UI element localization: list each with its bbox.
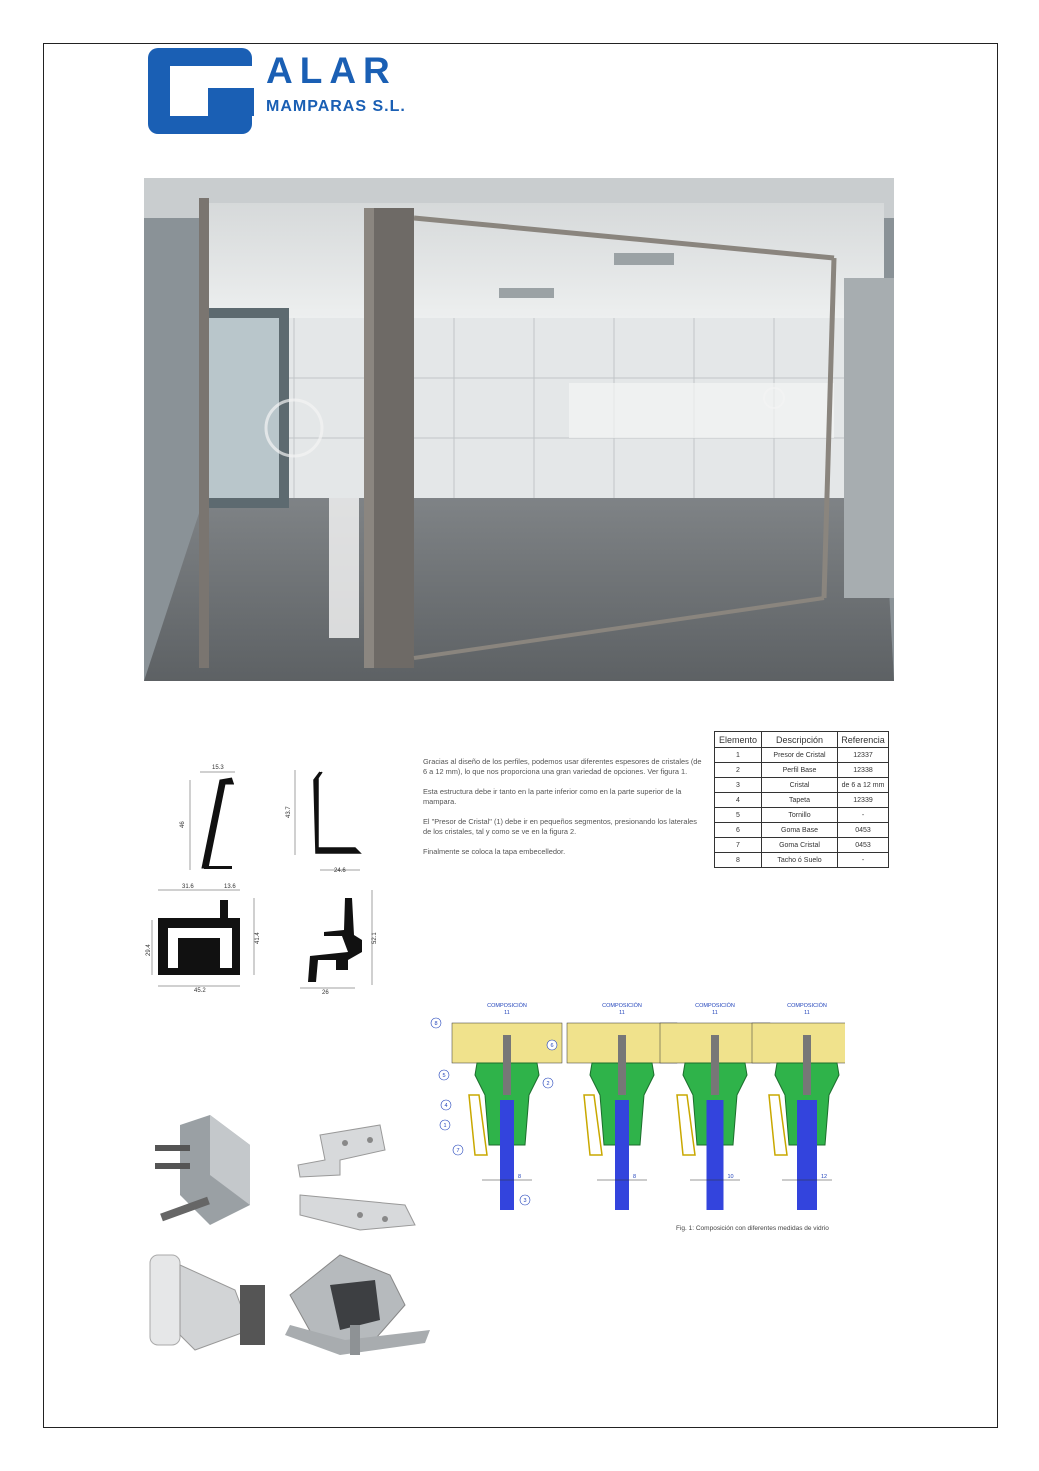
logo-g-mark <box>148 48 252 134</box>
cell-descripcion: Perfil Base <box>762 763 838 778</box>
pivot-plates-render <box>298 1125 415 1230</box>
cell-elemento: 3 <box>715 778 762 793</box>
screw <box>803 1035 811 1095</box>
dim-52-1: 52.1 <box>372 932 378 944</box>
ceiling-block <box>752 1023 845 1063</box>
cell-elemento: 8 <box>715 853 762 868</box>
cell-descripcion: Presor de Cristal <box>762 748 838 763</box>
cover-tapeta <box>469 1095 487 1155</box>
profile-tapeta <box>300 890 378 995</box>
cell-descripcion: Cristal <box>762 778 838 793</box>
figure-caption: Fig. 1: Composición con diferentes medidas de vidrio <box>676 1225 829 1232</box>
callout-label: 1 <box>443 1123 447 1129</box>
glass-measure-label: 8 <box>633 1174 637 1180</box>
dim-41-4: 41.4 <box>255 932 261 944</box>
cell-descripcion: Tapeta <box>762 793 838 808</box>
glass-measure-label: 10 <box>727 1174 734 1180</box>
cell-elemento: 6 <box>715 823 762 838</box>
screw <box>503 1035 511 1095</box>
hardware-images <box>140 1115 430 1385</box>
header-descripcion: Descripción <box>762 732 838 748</box>
dim-31-6: 31.6 <box>182 884 194 890</box>
cell-descripcion: Goma Cristal <box>762 838 838 853</box>
table-row <box>715 778 889 793</box>
composition-diagrams <box>430 995 845 1220</box>
cell-elemento: 4 <box>715 793 762 808</box>
composition-number: 11 <box>804 1010 810 1016</box>
glass-measure-label: 8 <box>518 1174 522 1180</box>
composition-title: COMPOSICIÓN <box>695 1003 735 1009</box>
callout-label: 8 <box>434 1021 438 1027</box>
dim-43-7: 43.7 <box>286 806 292 818</box>
composition-12mm <box>752 1002 845 1210</box>
cell-elemento: 7 <box>715 838 762 853</box>
profile-base <box>286 770 360 874</box>
profile-presor <box>180 765 235 870</box>
paragraph-2: Esta estructura debe ir tanto en la parte inferior como en la parte superior de la mampara. <box>423 787 682 806</box>
company-logo <box>148 48 428 136</box>
callout-label: 2 <box>546 1081 550 1087</box>
glass-panel <box>797 1100 817 1210</box>
components-table <box>714 731 889 868</box>
floor-fitting-render <box>285 1255 430 1355</box>
screw <box>711 1035 719 1095</box>
composition-number: 11 <box>619 1010 625 1016</box>
office-glass-partition-photo <box>144 178 894 681</box>
composition-title: COMPOSICIÓN <box>487 1003 527 1009</box>
cell-elemento: 5 <box>715 808 762 823</box>
callout-label: 3 <box>523 1198 527 1204</box>
cell-descripcion: Tacho ó Suelo <box>762 853 838 868</box>
cell-referencia: de 6 a 12 mm <box>838 778 889 793</box>
paragraph-1: Gracias al diseño de los perfiles, podemos usar diferentes espesores de cristales (de 6 a 12 mm), lo que nos proporciona una gran variedad de opciones. Ver figura 1. <box>423 757 702 776</box>
dim-26: 26 <box>322 990 329 995</box>
table-row <box>715 763 889 778</box>
glass-panel <box>707 1100 724 1210</box>
dim-45-2: 45.2 <box>194 988 206 994</box>
callout-label: 4 <box>444 1103 448 1109</box>
composition-number: 11 <box>504 1010 510 1016</box>
cell-referencia: 12337 <box>838 748 889 763</box>
hinge-render <box>150 1255 265 1350</box>
profile-channel <box>146 884 261 994</box>
profile-drawings <box>140 760 390 995</box>
glass-panel <box>500 1100 514 1210</box>
table-row <box>715 853 889 868</box>
dim-29-4: 29.4 <box>146 944 152 956</box>
composition-number: 11 <box>712 1010 718 1016</box>
cell-elemento: 2 <box>715 763 762 778</box>
cover-tapeta <box>769 1095 787 1155</box>
paragraph-3: El "Presor de Cristal" (1) debe ir en pequeños segmentos, presionando los laterales de los cristales, tal y como se ve en la figura 2. <box>423 817 697 836</box>
dim-13-6: 13.6 <box>224 884 236 890</box>
composition-8mm-a <box>431 1002 562 1210</box>
cell-referencia: - <box>838 853 889 868</box>
logo-subtitle: MAMPARAS S.L. <box>266 98 406 115</box>
cell-elemento: 1 <box>715 748 762 763</box>
cell-referencia: 12338 <box>838 763 889 778</box>
dim-46: 46 <box>180 821 186 828</box>
table-row <box>715 793 889 808</box>
cover-tapeta <box>584 1095 602 1155</box>
logo-text: ALAR <box>266 50 397 91</box>
dim-24-6: 24.6 <box>334 868 346 874</box>
glass-clamp-render <box>155 1115 250 1225</box>
table-row <box>715 838 889 853</box>
cell-referencia: 0453 <box>838 823 889 838</box>
callout-label: 6 <box>550 1043 554 1049</box>
cell-referencia: - <box>838 808 889 823</box>
table-row <box>715 823 889 838</box>
cell-referencia: 0453 <box>838 838 889 853</box>
screw <box>618 1035 626 1095</box>
composition-title: COMPOSICIÓN <box>787 1003 827 1009</box>
callout-label: 7 <box>456 1148 460 1154</box>
paragraph-4: Finalmente se coloca la tapa embecelledor. <box>423 847 566 856</box>
cover-tapeta <box>677 1095 695 1155</box>
description-text <box>423 757 705 867</box>
cell-referencia: 12339 <box>838 793 889 808</box>
cell-descripcion: Goma Base <box>762 823 838 838</box>
table-row <box>715 808 889 823</box>
table-row <box>715 748 889 763</box>
glass-panel <box>615 1100 629 1210</box>
header-referencia: Referencia <box>838 732 889 748</box>
header-elemento: Elemento <box>715 732 762 748</box>
table-header-row <box>715 732 889 748</box>
callout-label: 5 <box>442 1073 446 1079</box>
dim-15-3: 15.3 <box>212 765 224 771</box>
cell-descripcion: Tornillo <box>762 808 838 823</box>
glass-measure-label: 12 <box>821 1174 828 1180</box>
composition-title: COMPOSICIÓN <box>602 1003 642 1009</box>
